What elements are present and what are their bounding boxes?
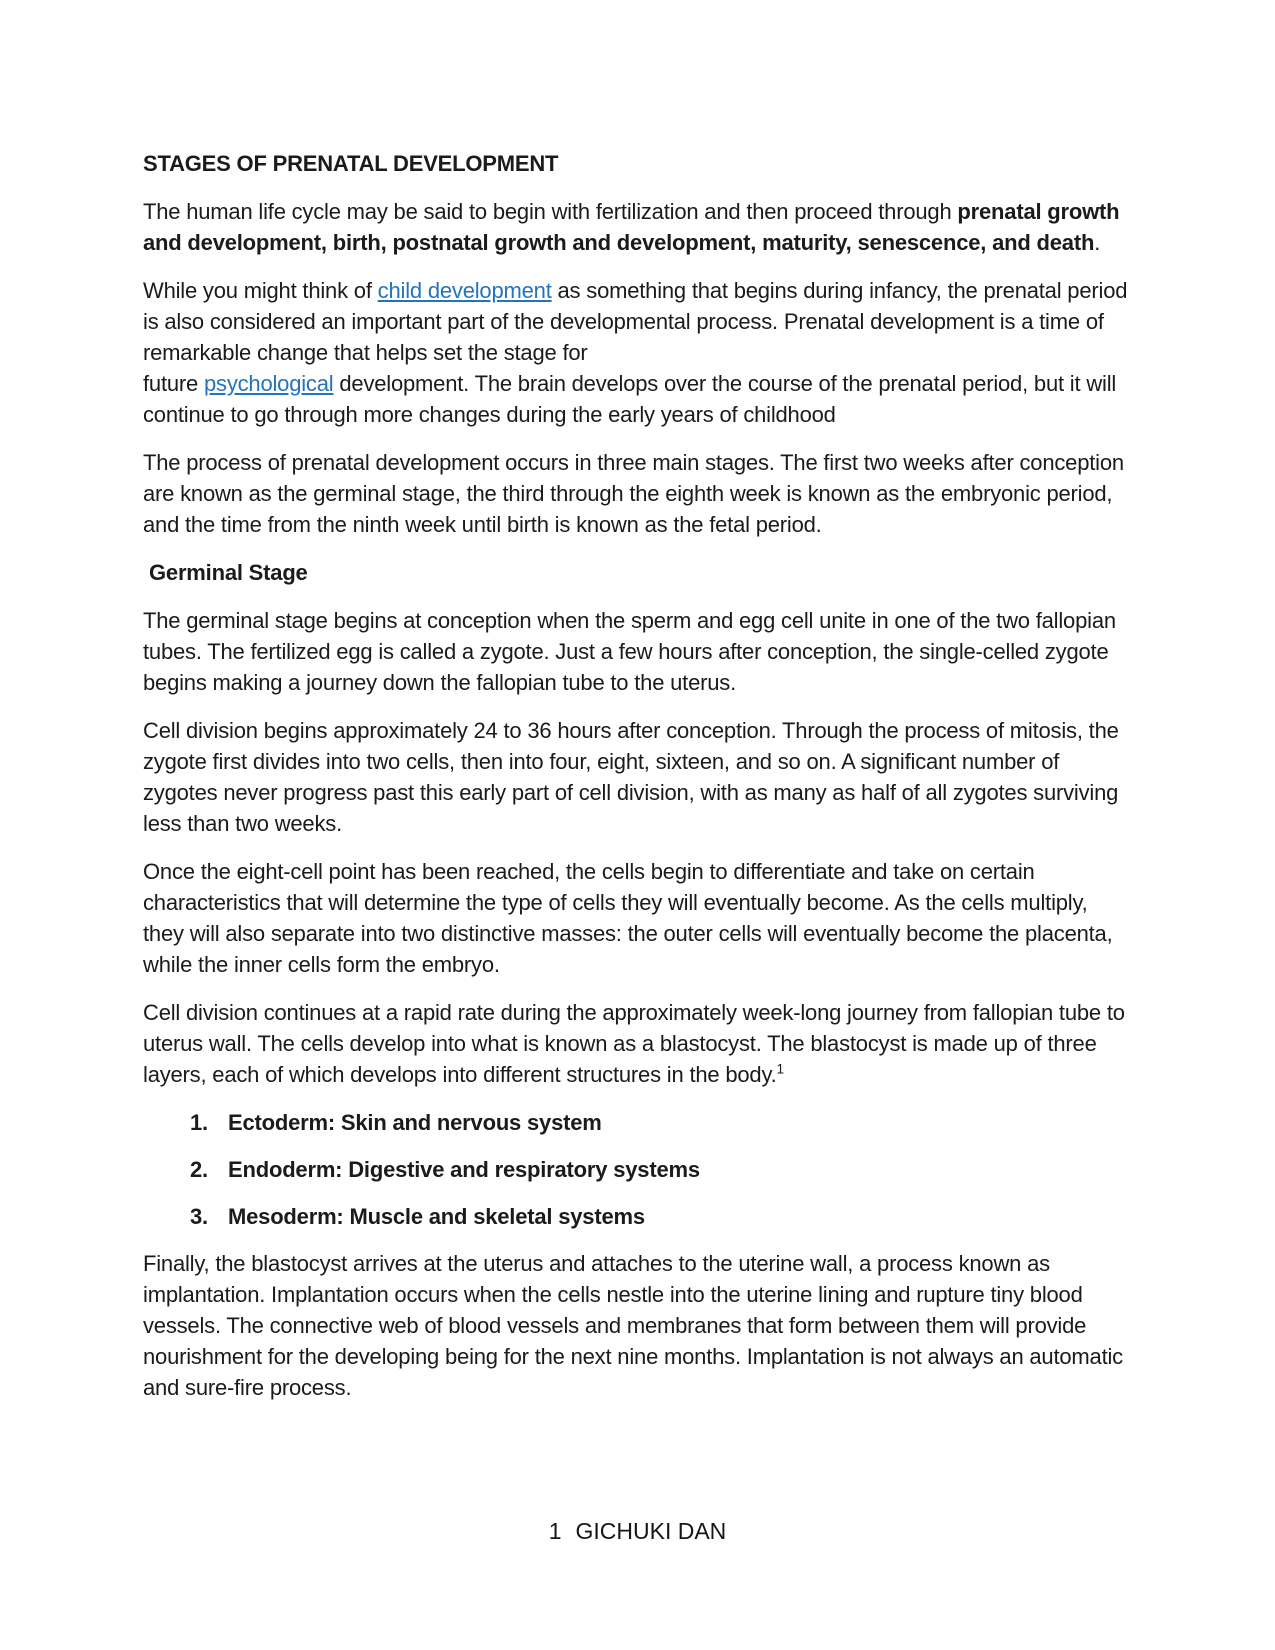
- text-run: While you might think of: [143, 278, 378, 303]
- text-run: The germinal stage begins at conception when the sperm and egg cell unite in one of the two fallopian tubes. The fertilized egg is called a zygote. Just a few hours after conception, the single-celled zygote begins making a journey down the fallopian tube to the uterus.: [143, 608, 1116, 695]
- list-item-number: 1.: [190, 1110, 208, 1135]
- footer-page-number: 1: [548, 1518, 562, 1544]
- paragraph: [143, 1248, 1133, 1403]
- text-run: Cell division continues at a rapid rate during the approximately week-long journey from fallopian tube to uterus wall. The cells develop into what is known as a blastocyst. The blastocyst is made up of three layers, each of which develops into different structures in the body.: [143, 1000, 1125, 1087]
- list-item-label: Ectoderm: Skin and nervous system: [228, 1110, 602, 1135]
- text-run: future: [143, 371, 204, 396]
- hyperlink[interactable]: child development: [377, 278, 552, 303]
- list-item: [143, 1201, 1133, 1232]
- text-run: as something that begins during infancy, the prenatal period is also considered an important part of the developmental process. Prenatal development is a time of remarkable change that helps set the stage for: [143, 278, 1128, 365]
- text-run: prenatal growth and development, birth, postnatal growth and development, maturity, senescence, and death: [143, 199, 1120, 255]
- text-run: The human life cycle may be said to begin with fertilization and then proceed through: [143, 199, 958, 224]
- list-item: [143, 1107, 1133, 1138]
- document-blocks: [143, 196, 1133, 1403]
- paragraph: [143, 997, 1133, 1090]
- document-title: STAGES OF PRENATAL DEVELOPMENT: [143, 151, 559, 176]
- paragraph: [143, 605, 1133, 698]
- list-item-number: 2.: [190, 1157, 208, 1182]
- paragraph: [143, 196, 1133, 258]
- paragraph: [143, 447, 1133, 540]
- paragraph: [143, 856, 1133, 980]
- paragraph: [143, 715, 1133, 839]
- hyperlink[interactable]: psychological: [203, 371, 334, 396]
- text-run: .: [1094, 230, 1101, 255]
- text-run: Once the eight-cell point has been reached, the cells begin to differentiate and take on certain characteristics that will determine the type of cells they will eventually become. As the cells multiply, they will also separate into two distinctive masses: the outer cells will eventually become the placenta, while the inner cells form the embryo.: [143, 859, 1113, 977]
- list-item-label: Mesoderm: Muscle and skeletal systems: [228, 1204, 645, 1229]
- list-item-number: 3.: [190, 1204, 208, 1229]
- text-run: Finally, the blastocyst arrives at the uterus and attaches to the uterine wall, a process known as implantation. Implantation occurs when the cells nestle into the uterine lining and rupture tiny blood vessels. The connective web of blood vessels and membranes that form between them will provide nourishment for the developing being for the next nine months. Implantation is not always an automatic and sure-fire process.: [143, 1251, 1123, 1400]
- footer-author: GICHUKI DAN: [575, 1518, 727, 1544]
- paragraph: [143, 275, 1133, 430]
- page-footer: [0, 1516, 1275, 1547]
- text-run: Cell division begins approximately 24 to 36 hours after conception. Through the process of mitosis, the zygote first divides into two cells, then into four, eight, sixteen, and so on. A significant number of zygotes never progress past this early part of cell division, with as many as half of all zygotes surviving less than two weeks.: [143, 718, 1119, 836]
- ordered-list: [143, 1107, 1133, 1232]
- document-body: [143, 148, 1133, 1420]
- list-item-label: Endoderm: Digestive and respiratory systems: [228, 1157, 700, 1182]
- text-run: The process of prenatal development occurs in three main stages. The first two weeks after conception are known as the germinal stage, the third through the eighth week is known as the embryonic period, and the time from the ninth week until birth is known as the fetal period.: [143, 450, 1124, 537]
- list-item: [143, 1154, 1133, 1185]
- text-run: development. The brain develops over the course of the prenatal period, but it will continue to go through more changes during the early years of childhood: [143, 371, 1117, 427]
- section-heading: Germinal Stage: [149, 560, 308, 585]
- footnote-reference: 1: [776, 1061, 784, 1077]
